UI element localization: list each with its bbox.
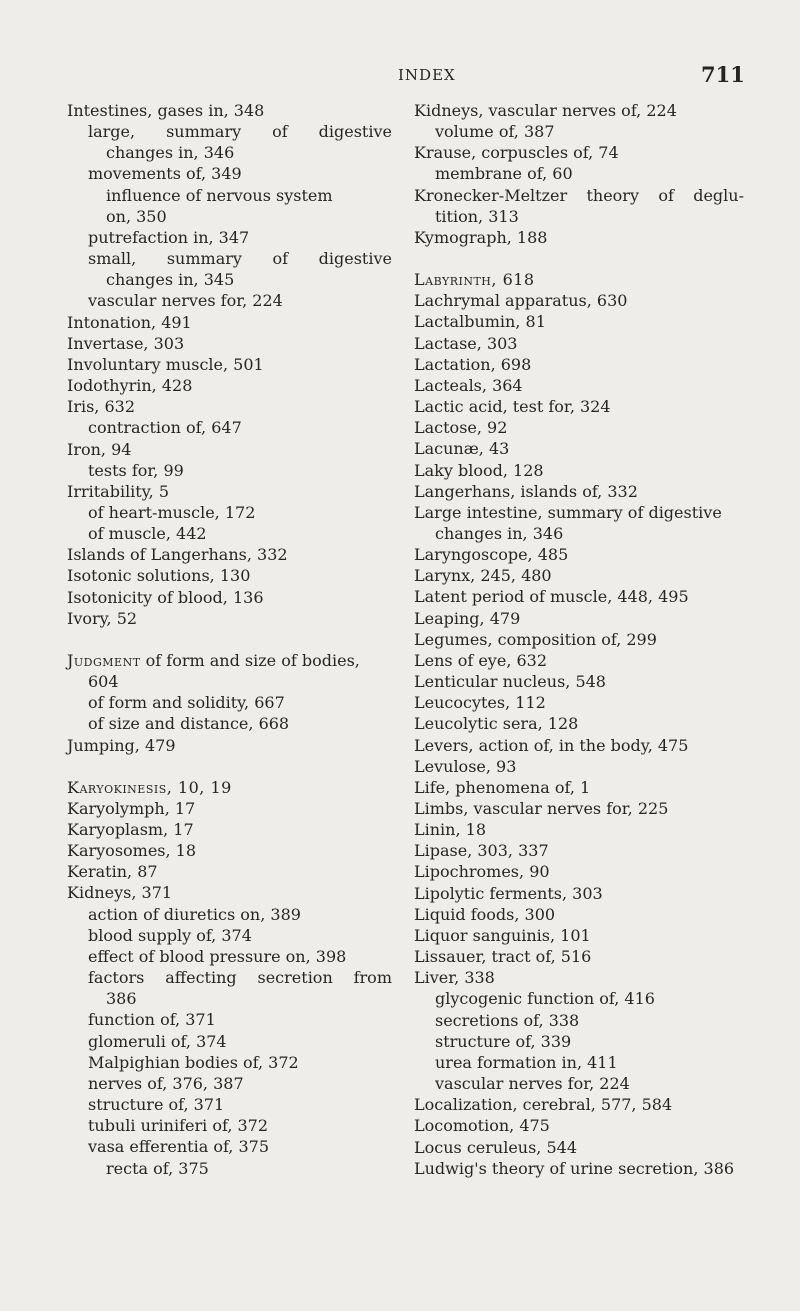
index-entry: Lactose, 92 (414, 418, 508, 438)
index-entry: Lactation, 698 (414, 354, 532, 374)
index-entry: Lipolytic ferments, 303 (414, 883, 603, 903)
index-entry: Kymograph, 188 (414, 227, 548, 247)
running-title: INDEX (398, 66, 456, 84)
index-subentry (67, 248, 392, 269)
index-entry: Isotonic solutions, 130 (67, 566, 251, 586)
index-entry (414, 185, 744, 206)
index-subentry: membrane of, 60 (435, 164, 573, 184)
index-subentry: of muscle, 442 (88, 524, 207, 544)
index-entry: Ivory, 52 (67, 608, 138, 628)
index-entry: Liquor sanguinis, 101 (414, 925, 591, 945)
index-entry: Larynx, 245, 480 (414, 566, 552, 586)
index-entry: Iris, 632 (67, 397, 136, 417)
index-subentry: recta of, 375 (106, 1158, 209, 1178)
section-gap (414, 248, 744, 269)
index-entry: Isotonicity of blood, 136 (67, 587, 264, 607)
word: summary (166, 249, 242, 269)
index-entry: Leucocytes, 112 (414, 693, 546, 713)
index-entry: Lipochromes, 90 (414, 862, 550, 882)
index-subentry (67, 121, 392, 142)
index-continuation: tition, 313 (435, 206, 519, 226)
index-subentry: function of, 371 (88, 1010, 216, 1030)
word: from (353, 968, 392, 988)
index-entry: Intonation, 491 (67, 312, 192, 332)
index-continuation: changes in, 346 (106, 143, 235, 163)
index-entry: Lachrymal apparatus, 630 (414, 291, 628, 311)
index-entry: Levers, action of, in the body, 475 (414, 735, 689, 755)
index-entry: Liver, 338 (414, 968, 495, 988)
index-entry: Lactalbumin, 81 (414, 312, 546, 332)
section-head-word: Judgment (67, 650, 141, 670)
index-entry: Invertase, 303 (67, 333, 185, 353)
word: summary (166, 122, 242, 142)
index-subentry: of heart-muscle, 172 (88, 502, 256, 522)
index-entry: Jumping, 479 (67, 735, 176, 755)
index-entry: Keratin, 87 (67, 862, 158, 882)
index-subentry: of form and solidity, 667 (88, 693, 285, 713)
index-subentry: structure of, 339 (435, 1031, 572, 1051)
index-subentry: glomeruli of, 374 (88, 1031, 227, 1051)
index-entry: Langerhans, islands of, 332 (414, 481, 638, 501)
index-subentry: action of diuretics on, 389 (88, 904, 301, 924)
index-entry: Karyolymph, 17 (67, 798, 196, 818)
index-entry: Latent period of muscle, 448, 495 (414, 587, 689, 607)
index-subentry: tests for, 99 (88, 460, 184, 480)
page-number: 711 (701, 62, 745, 87)
left-column (67, 100, 392, 1179)
index-entry: Lacunæ, 43 (414, 439, 510, 459)
word: secretion (257, 968, 333, 988)
word: affecting (165, 968, 237, 988)
index-entry: Legumes, composition of, 299 (414, 629, 657, 649)
index-entry: Karyokinesis, 10, 19 (67, 777, 232, 797)
word: deglu- (693, 185, 744, 205)
entry-text: of form and size of bodies, (140, 650, 360, 670)
index-entry: Involuntary muscle, 501 (67, 354, 264, 374)
index-subentry: effect of blood pressure on, 398 (88, 946, 347, 966)
section-gap (67, 629, 392, 650)
index-entry: Intestines, gases in, 348 (67, 101, 265, 120)
index-entry (67, 650, 392, 671)
word: digestive (318, 122, 392, 142)
index-entry: Localization, cerebral, 577, 584 (414, 1095, 673, 1115)
index-entry: Iron, 94 (67, 439, 132, 459)
index-entry: Labyrinth, 618 (414, 270, 535, 290)
index-entry: Laky blood, 128 (414, 460, 544, 480)
index-entry: Lissauer, tract of, 516 (414, 947, 592, 967)
index-entry: Karyosomes, 18 (67, 841, 197, 861)
index-subentry: contraction of, 647 (88, 418, 242, 438)
index-continuation: 604 (88, 672, 119, 692)
index-entry: Lenticular nucleus, 548 (414, 672, 606, 692)
index-entry: Linin, 18 (414, 820, 486, 840)
index-subentry: secretions of, 338 (435, 1010, 580, 1030)
index-entry: Liquid foods, 300 (414, 904, 556, 924)
index-entry: Locomotion, 475 (414, 1116, 550, 1136)
index-entry: Lactase, 303 (414, 333, 518, 353)
index-entry: Limbs, vascular nerves for, 225 (414, 799, 669, 818)
index-entry: Large intestine, summary of digestive (414, 502, 722, 522)
index-subentry: volume of, 387 (435, 122, 555, 142)
index-subentry: urea formation in, 411 (435, 1052, 618, 1072)
index-entry: Karyoplasm, 17 (67, 820, 194, 839)
index-entry: Lactic acid, test for, 324 (414, 397, 611, 417)
word: factors (88, 968, 145, 988)
index-subentry: structure of, 371 (88, 1095, 225, 1115)
index-entry: Kidneys, vascular nerves of, 224 (414, 101, 677, 120)
index-subentry: vasa efferentia of, 375 (88, 1137, 270, 1157)
index-subentry: blood supply of, 374 (88, 925, 252, 945)
index-entry: Krause, corpuscles of, 74 (414, 143, 619, 163)
index-subentry: vascular nerves for, 224 (435, 1074, 630, 1094)
index-subentry: movements of, 349 (88, 164, 242, 184)
index-entry: Lens of eye, 632 (414, 650, 548, 670)
index-entry: Ludwig's theory of urine secretion, 386 (414, 1158, 735, 1178)
index-continuation: changes in, 346 (435, 523, 564, 543)
index-continuation: 386 (106, 989, 137, 1009)
index-subentry: Malpighian bodies of, 372 (88, 1052, 299, 1072)
word: theory (586, 185, 639, 205)
index-subentry: influence of nervous system (106, 185, 333, 205)
index-entry: Leaping, 479 (414, 608, 521, 628)
index-continuation: on, 350 (106, 206, 167, 226)
index-subentry: tubuli uriniferi of, 372 (88, 1116, 269, 1136)
word: of (272, 122, 288, 142)
index-entry: Laryngoscope, 485 (414, 545, 569, 565)
index-entry: Iodothyrin, 428 (67, 376, 193, 396)
word: digestive (318, 249, 392, 269)
index-subentry (67, 967, 392, 988)
index-entry: Levulose, 93 (414, 756, 517, 776)
section-gap (67, 756, 392, 777)
word: of (658, 185, 674, 205)
right-column (414, 100, 744, 1179)
index-subentry: vascular nerves for, 224 (88, 291, 283, 311)
index-entry: Lacteals, 364 (414, 375, 523, 395)
index-entry: Life, phenomena of, 1 (414, 777, 591, 797)
word: of (272, 249, 289, 269)
index-subentry: putrefaction in, 347 (88, 227, 250, 247)
index-entry: Kidneys, 371 (67, 883, 173, 903)
running-head (0, 62, 800, 92)
index-subentry: of size and distance, 668 (88, 714, 290, 734)
index-entry: Lipase, 303, 337 (414, 841, 549, 861)
index-subentry: glycogenic function of, 416 (435, 989, 655, 1009)
index-subentry: nerves of, 376, 387 (88, 1073, 244, 1093)
word: small, (88, 249, 137, 269)
index-entry: Leucolytic sera, 128 (414, 714, 579, 734)
index-entry: Islands of Langerhans, 332 (67, 545, 288, 565)
word: large, (88, 122, 136, 142)
word: Kronecker-Meltzer (414, 185, 568, 205)
index-entry: Irritability, 5 (67, 481, 169, 501)
index-continuation: changes in, 345 (106, 270, 235, 290)
index-entry: Locus ceruleus, 544 (414, 1137, 578, 1157)
